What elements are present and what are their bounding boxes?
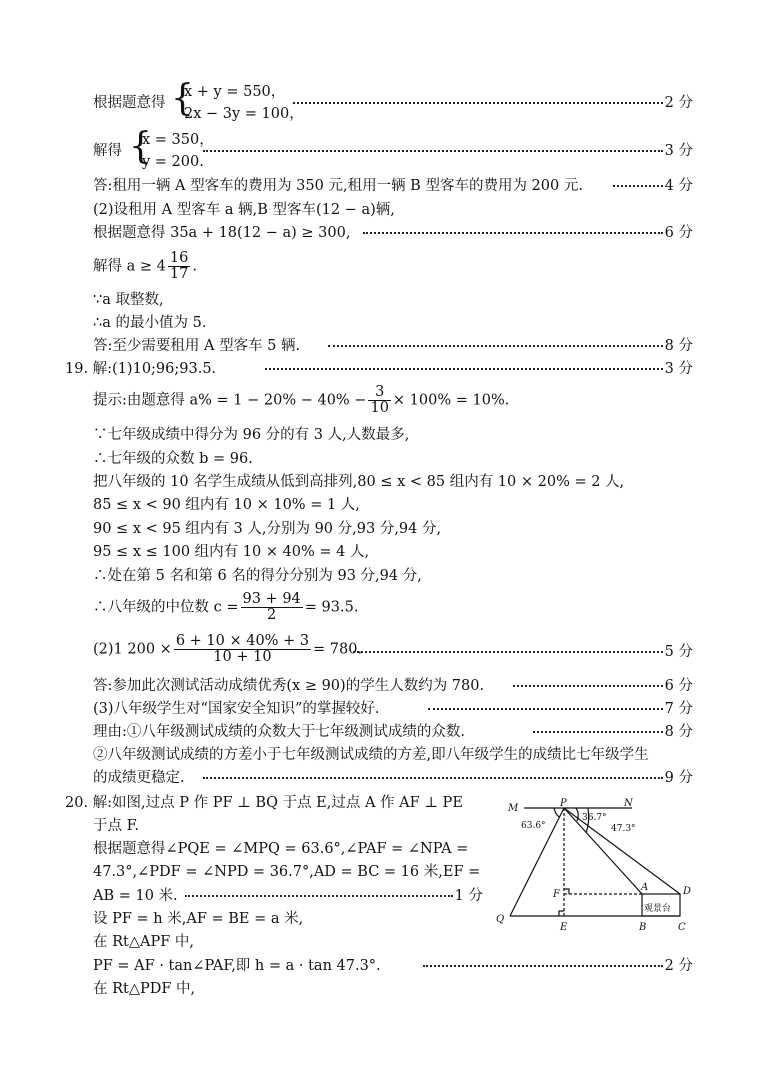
question-19-part3 [93,699,693,719]
denominator: 17 [169,266,189,282]
angle-arc-left [554,808,560,817]
label-platform: 观景台 [644,904,672,914]
text: . [192,258,197,275]
fraction [168,251,190,282]
label-C: C [678,922,686,933]
text-line: 设 PF = h 米,AF = BE = a 米, [93,911,304,927]
score: 2 分 [664,95,693,111]
median-line [93,592,358,623]
step-text: 答:租用一辆 A 型客车的费用为 350 元,租用一辆 B 型客车的费用为 200 元. [93,176,587,196]
step-text: 根据题意得 35a + 18(12 − a) ≥ 300, [93,223,354,243]
text-line: 把八年级的 10 名学生成绩从低到高排列,80 ≤ x < 85 组内有 10 × 20% = 2 人, [93,474,625,490]
numerator: 3 [368,385,390,401]
step-text: AB = 10 米. [93,886,182,906]
question-20-step2 [93,956,693,976]
step-text: 答:至少需要租用 A 型客车 5 辆. [93,336,304,356]
label-D: D [683,886,692,897]
text-line: ∴处在第 5 名和第 6 名的得分分别为 93 分,94 分, [93,568,422,584]
text-line: ②八年级测试成绩的方差小于七年级测试成绩的方差,即八年级学生的成绩比七年级学生 [93,747,649,763]
leader-dots [533,731,663,733]
step-text: 19. 解:(1)10;96;93.5. [65,359,220,379]
left-brace: { [171,78,194,119]
text: = 93.5. [304,599,359,616]
numerator: 16 [169,250,189,266]
label-E: E [560,922,568,933]
leader-dots [265,368,663,370]
reason-1 [93,722,693,742]
geometry-figure [496,798,702,935]
leader-dots [513,685,663,687]
step-answer [93,676,693,696]
label-P: P [560,798,567,809]
text-line: 47.3°,∠PDF = ∠NPD = 36.7°,AD = BC = 16 米,EF = [93,864,481,880]
step-text: 的成绩更稳定. [93,768,189,788]
score: 2 分 [664,958,693,974]
question-19-part1 [65,359,693,379]
angle-label-right: 47.3° [611,824,636,834]
left-brace: { [129,126,152,167]
numerator: 93 + 94 [242,591,301,607]
label-A: A [641,882,649,893]
equation-line: y = 200. [142,154,204,170]
score: 7 分 [664,701,693,717]
label-M: M [508,803,519,814]
label-F: F [553,889,560,900]
text-line: 在 Rt△PDF 中, [93,981,196,997]
label-N: N [624,798,633,809]
text-line: 95 ≤ x ≤ 100 组内有 10 × 40% = 4 人, [93,544,370,560]
denominator: 2 [267,607,277,623]
hint-line [93,385,509,416]
equation-line: x + y = 550， [184,84,286,100]
text-line: 在 Rt△APF 中, [93,934,195,950]
text: = 780. [313,641,363,658]
text-line: 20. 解:如图,过点 P 作 PF ⊥ BQ 于点 E,过点 A 作 AF ⊥ PE [65,795,463,811]
text-line: 根据题意得∠PQE = ∠MPQ = 63.6°,∠PAF = ∠NPA = [93,841,469,857]
step-text: (3)八年级学生对“国家安全知识”的掌握较好. [93,699,383,719]
score: 9 分 [664,770,693,786]
leader-dots [293,102,663,104]
text-line: 90 ≤ x < 95 组内有 3 人,分别为 90 分,93 分,94 分, [93,521,442,537]
text-line: ∴a 的最小值为 5. [93,315,207,331]
text: ∴八年级的中位数 c = [93,599,239,616]
leader-dots [363,232,663,234]
score: 8 分 [664,724,693,740]
text: × 100% = 10%. [392,392,510,409]
leader-dots [423,965,663,967]
text: 提示:由题意得 a% = 1 − 20% − 40% − [93,392,367,409]
inequality-result [93,251,197,282]
leader-dots [203,777,663,779]
score: 6 分 [664,225,693,241]
leader-dots [185,895,453,897]
text: 解得 a ≥ 4 [93,258,166,275]
fraction [241,592,303,623]
step-text [93,634,366,665]
score: 6 分 [664,678,693,694]
text-line: (2)设租用 A 型客车 a 辆,B 型客车(12 − a)辆, [93,202,395,218]
text-line: ∴七年级的众数 b = 96. [93,451,253,467]
score: 5 分 [664,644,693,660]
text-line: ∵七年级成绩中得分为 96 分的有 3 人,人数最多, [93,427,410,443]
text: (2)1 200 × [93,641,172,658]
label-Q: Q [496,914,505,925]
angle-label-mid: 36.7° [582,813,607,823]
leader-dots [613,185,663,187]
denominator: 10 [370,400,389,416]
leader-dots [428,708,663,710]
score: 4 分 [664,178,693,194]
leader-dots [203,150,663,152]
label-B: B [639,922,647,933]
text-line: ∵a 取整数, [93,292,164,308]
leader-dots [353,651,663,653]
text-line: 于点 F. [93,818,140,834]
reason-2-end [93,768,693,788]
step-text: 解得 [93,141,126,161]
step-text: 理由:①八年级测试成绩的众数大于七年级测试成绩的众数. [93,722,469,742]
angle-arc-mid [576,808,578,821]
leader-dots [328,345,663,347]
step-text: 答:参加此次测试活动成绩优秀(x ≥ 90)的学生人数约为 780. [93,676,488,696]
step-inequality [93,223,693,243]
right-angle-F [564,889,569,894]
score: 1 分 [454,888,483,904]
question-20-step1 [93,886,483,906]
right-angle-E [559,911,564,916]
equation-line: x = 350， [142,132,214,148]
fraction [174,634,311,665]
score: 3 分 [664,361,693,377]
step-answer [93,336,693,356]
fraction [368,385,390,416]
score: 3 分 [664,143,693,159]
numerator: 6 + 10 × 40% + 3 [175,633,310,649]
denominator: 10 + 10 [213,649,272,665]
step-answer [93,176,693,196]
text-line: 85 ≤ x < 90 组内有 10 × 10% = 1 人, [93,497,360,513]
step-text: 根据题意得 [93,93,170,113]
angle-label-left: 63.6° [521,821,546,831]
step-text: PF = AF · tan∠PAF,即 h = a · tan 47.3°. [93,956,385,976]
score: 8 分 [664,338,693,354]
equation-line: 2x − 3y = 100， [184,106,304,122]
